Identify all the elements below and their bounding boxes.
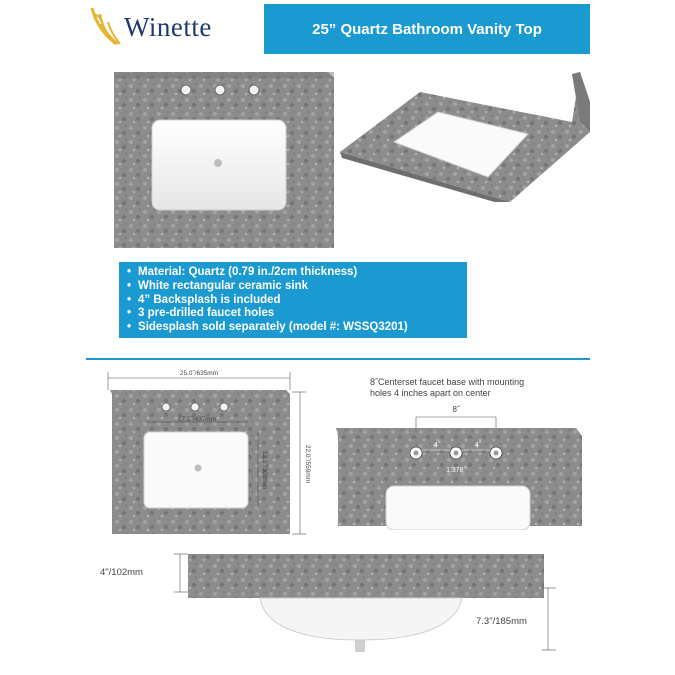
top-view-photo <box>114 68 334 248</box>
drain-pipe <box>355 640 365 652</box>
width-label: 25.0˝/635mm <box>179 370 219 377</box>
hole-diameter-label: 1.378˝ <box>446 467 466 474</box>
dimension-drawing <box>100 364 325 544</box>
faucet-detail-drawing <box>334 400 584 530</box>
sink-width-label: 17.2˝/437mm <box>177 416 217 423</box>
sink-height-label: 7.3"/185mm <box>476 616 527 627</box>
page-title: 25” Quartz Bathroom Vanity Top <box>264 4 590 54</box>
side-view-drawing <box>100 548 570 663</box>
depth-label: 22.0˝/559mm <box>304 444 311 484</box>
feature-list <box>119 262 467 338</box>
faucet-spacing-left-label: 4˝ <box>433 442 441 449</box>
feature-item: • 3 pre-drilled faucet holes <box>127 307 459 321</box>
sink-depth-label: 12.1˝/308mm <box>261 450 268 490</box>
sink-basin <box>386 486 530 530</box>
section-divider <box>86 358 590 360</box>
faucet-spacing-right-label: 4˝ <box>474 442 482 449</box>
backsplash-side <box>188 554 544 598</box>
faucet-spacing-total-label: 8˝ <box>452 405 460 414</box>
faucet-note-line: 8˝Centerset faucet base with mounting <box>370 377 525 387</box>
faucet-hole-icon <box>191 403 199 411</box>
faucet-hole-icon <box>181 85 191 95</box>
faucet-hole-icon <box>215 85 225 95</box>
backsplash-height-label: 4"/102mm <box>100 567 143 578</box>
perspective-view-photo <box>340 72 590 202</box>
drain-icon <box>214 159 222 167</box>
drain-icon <box>195 465 202 472</box>
wheat-icon <box>86 4 126 48</box>
feature-item: • White rectangular ceramic sink <box>127 280 459 294</box>
faucet-hole-icon <box>249 85 259 95</box>
faucet-note <box>370 377 590 399</box>
logo-text: Winette <box>124 12 212 42</box>
brand-logo <box>86 4 264 48</box>
sink-bowl <box>260 598 462 640</box>
faucet-hole-icon <box>220 403 228 411</box>
faucet-note-line: holes 4 inches apart on center <box>370 388 491 398</box>
faucet-hole-icon <box>162 403 170 411</box>
feature-item: • Material: Quartz (0.79 in./2cm thickness) <box>127 266 459 280</box>
feature-item: • 4” Backsplash is included <box>127 294 459 308</box>
feature-item: • Sidesplash sold separately (model #: WSSQ3201) <box>127 321 459 335</box>
